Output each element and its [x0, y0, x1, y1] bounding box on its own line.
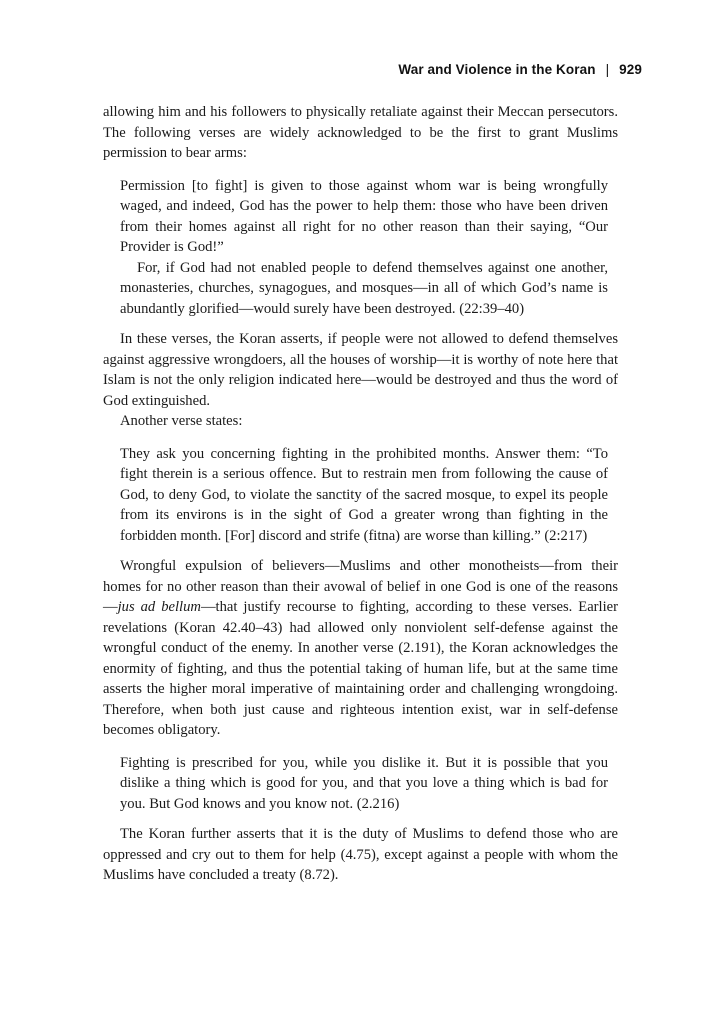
paragraph	[103, 556, 618, 741]
paragraph-text: Wrongful expulsion of believers—Muslims and other monotheists—from their homes for no other reason than their avowal of belief in one God is one of the reasons—	[103, 558, 618, 615]
block-quote-paragraph: Fighting is prescribed for you, while you dislike it. But it is possible that you dislike a thing which is good for you, and that you love a thing which is bad for you. But God knows and you know not. (2.216)	[120, 754, 608, 812]
block-quote-paragraph: They ask you concerning fighting in the prohibited months. Answer them: “To fight therein is a serious offence. But to restrain men from following the cause of God, to deny God, to violate the sanctity of the sacred mosque, to expel its people from its environs is in the sight of God a greater wrong than fighting in the forbidden month. [For] discord and strife (fitna) are worse than killing.” (2:217)	[120, 445, 608, 544]
latin-term: jus ad bellum	[117, 599, 201, 615]
running-head	[398, 62, 642, 77]
block-quote-22-39	[120, 176, 608, 320]
running-head-title: War and Violence in the Koran	[398, 62, 596, 77]
block-quote-paragraph: Permission [to fight] is given to those against whom war is being wrongfully waged, and indeed, God has the power to help them: those who have been driven from their homes against all right for no other reason than their saying, “Our Provider is God!”	[120, 177, 608, 255]
paragraph-text: —that justify recourse to fighting, according to these verses. Earlier revelations (Koran 42.40–43) had allowed only nonviolent self-defense against the wrongful conduct of the enemy. In another verse (2.191), the Koran acknowledges the enormity of fighting, and thus the potential taking of human life, but at the same time asserts the higher moral imperative of maintaining order and challenging wrongdoing. Therefore, when both just cause and righteous intention exist, war in self-defense becomes obligatory.	[103, 599, 618, 738]
block-quote-2-217	[120, 444, 608, 547]
paragraph: Another verse states:	[120, 413, 243, 429]
paragraph: The Koran further asserts that it is the duty of Muslims to defend those who are oppressed and cry out to them for help (4.75), except against a people with whom the Muslims have concluded a treaty (8.72).	[103, 826, 618, 883]
page-number: 929	[619, 62, 642, 77]
paragraph-continued: allowing him and his followers to physically retaliate against their Meccan persecutors. The following verses are widely acknowledged to be the first to grant Muslims permission to bear arms:	[103, 104, 618, 161]
body-text	[103, 102, 618, 886]
running-head-separator: |	[605, 62, 610, 77]
block-quote-2-216	[120, 753, 608, 815]
paragraph: In these verses, the Koran asserts, if people were not allowed to defend themselves against aggressive wrongdoers, all the houses of worship—it is worthy of note here that Islam is not the only religion indicated here—would be destroyed and thus the word of God extinguished.	[103, 331, 618, 409]
block-quote-paragraph: For, if God had not enabled people to defend themselves against one another, monasteries, churches, synagogues, and mosques—in all of which God’s name is abundantly glorified—would surely have been destroyed. (22:39–40)	[120, 259, 608, 317]
